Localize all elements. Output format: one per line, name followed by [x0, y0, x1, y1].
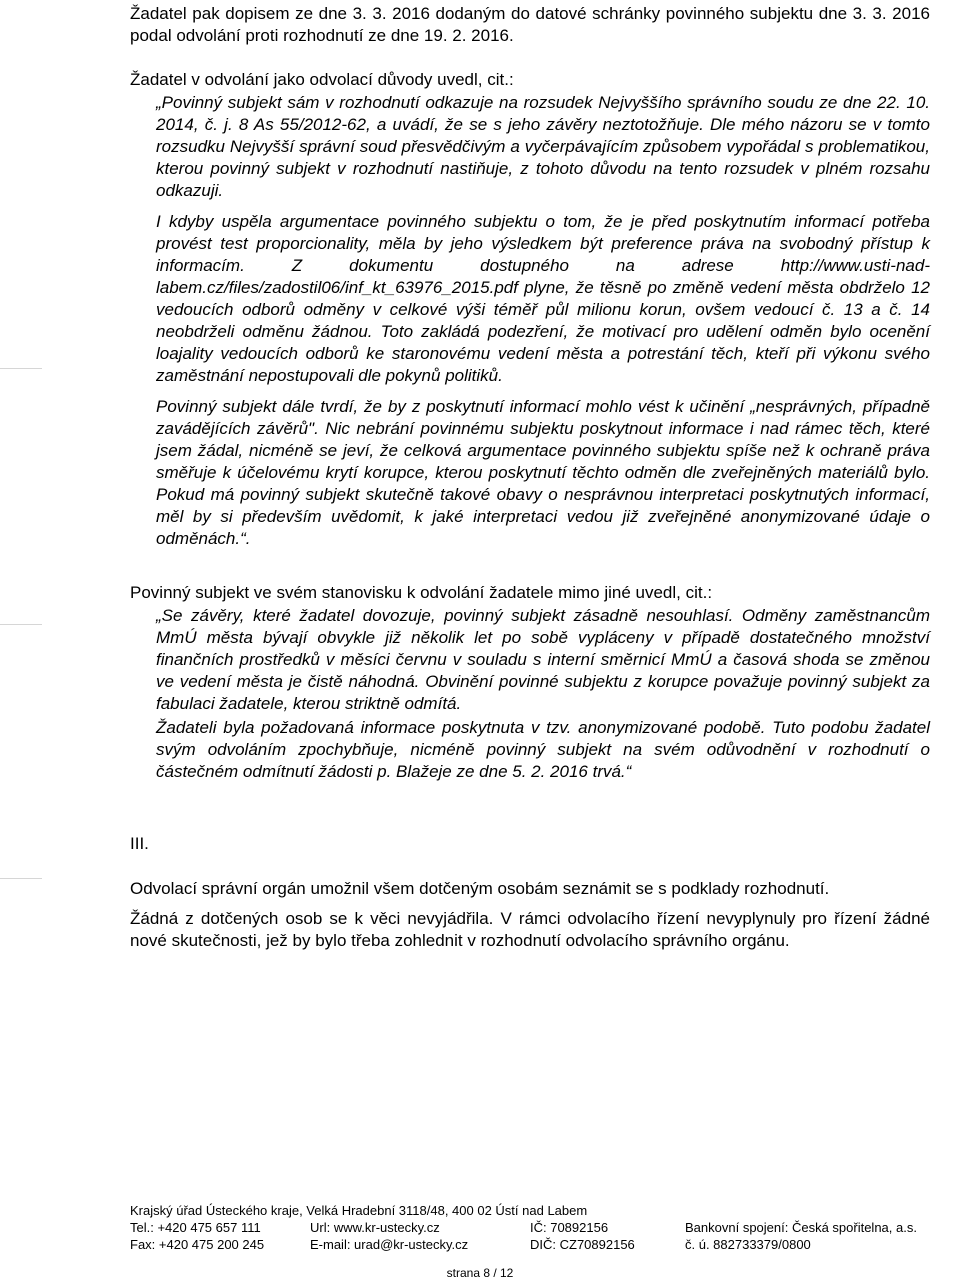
page-number: strana 8 / 12: [446, 1266, 514, 1280]
footer-organization: Krajský úřad Ústeckého kraje, Velká Hradební 3118/48, 400 02 Ústí nad Labem: [130, 1203, 588, 1218]
footer-bank: Bankovní spojení: Česká spořitelna, a.s.: [685, 1220, 917, 1235]
footer-ic: IČ: 70892156: [530, 1220, 609, 1235]
footer-phone: Tel.: +420 475 657 111: [130, 1220, 261, 1235]
footer-email: E-mail: urad@kr-ustecky.cz: [310, 1237, 469, 1252]
document-body: [130, 0, 930, 952]
statement-quote-paragraph-2: Žadateli byla požadovaná informace poskytnuta v tzv. anonymizované podobě. Tuto podobu žadatel svým odvoláním zpochybňuje, nicméně povinný subjekt na svém odůvodnění v rozhodnutí o částečném odmítnutí žádosti p. Blažeje ze dne 5. 2. 2016 trvá.“: [156, 718, 930, 781]
margin-tick-3: [0, 878, 42, 879]
paragraph-no-statements: Žádná z dotčených osob se k věci nevyjádřila. V rámci odvolacího řízení nevyplynuly pro řízení žádné nové skutečnosti, jež by bylo třeba zohlednit v rozhodnutí odvolacího správního orgánu.: [130, 909, 930, 950]
appeal-quote: [130, 92, 930, 550]
footer-fax: Fax: +420 475 200 245: [130, 1237, 265, 1252]
paragraph-statement-intro: Povinný subjekt ve svém stanovisku k odvolání žadatele mimo jiné uvedl, cit.:: [130, 583, 713, 602]
paragraph-documents-notice: Odvolací správní orgán umožnil všem dotčeným osobám seznámit se s podklady rozhodnutí.: [130, 879, 830, 898]
margin-tick-1: [0, 368, 42, 369]
paragraph-appeal-filed: Žadatel pak dopisem ze dne 3. 3. 2016 dodaným do datové schránky povinného subjektu dne 3. 3. 2016 podal odvolání proti rozhodnutí ze dne 19. 2. 2016.: [130, 4, 930, 45]
margin-tick-2: [0, 624, 42, 625]
footer-account: č. ú. 882733379/0800: [685, 1237, 811, 1252]
statement-quote: [130, 605, 930, 783]
footer: [130, 1202, 950, 1253]
footer-url: Url: www.kr-ustecky.cz: [310, 1220, 440, 1235]
footer-dic: DIČ: CZ70892156: [530, 1237, 635, 1252]
appeal-quote-paragraph-3: Povinný subjekt dále tvrdí, že by z poskytnutí informací mohlo vést k učinění „nesprávných, případně zavádějících závěrů". Nic nebrání povinnému subjektu poskytnout informace i nad rámec těch, které jsem žádal, nicméně se jeví, že celková argumentace povinného subjektu spíše než k ochraně práva směřuje k účelovému krytí korupce, kterou poskytnutí těchto odměn dle zveřejněných materiálů bylo. Pokud má povinný subjekt skutečně takové obavy o nesprávnou interpretaci poskytnutých informací, měl by si především uvědomit, k jaké interpretaci vedou již zveřejněné anonymizované údaje o odměnách.“.: [156, 397, 930, 548]
statement-quote-paragraph-1: „Se závěry, které žadatel dovozuje, povinný subjekt zásadně nesouhlasí. Odměny zaměstnancům MmÚ města bývají obvykle již několik let po sobě vypláceny v případě dostatečného množství finančních prostředků v měsíci červnu v souladu s interní směrnicí MmÚ a časová shoda se změnou ve vedení města je čistě náhodná. Obvinění povinné subjektu z korupce považuje povinný subjekt za fabulaci žadatele, kterou striktně odmítá.: [156, 606, 930, 713]
appeal-quote-paragraph-1: „Povinný subjekt sám v rozhodnutí odkazuje na rozsudek Nejvyššího správního soudu ze dne 22. 10. 2014, č. j. 8 As 55/2012-62, a uvádí, že se s jeho závěry neztotožňuje. Dle mého názoru se v tomto rozsudku Nejvyšší správní soud přesvědčivým a vyčerpávajícím způsobem vypořádal s problematikou, kterou povinný subjekt v rozhodnutí nastiňuje, z tohoto důvodu na tento rozsudek v plném rozsahu odkazuji.: [156, 93, 930, 200]
paragraph-appeal-grounds-intro: Žadatel v odvolání jako odvolací důvody uvedl, cit.:: [130, 70, 514, 89]
appeal-quote-paragraph-2: I kdyby uspěla argumentace povinného subjektu o tom, že je před poskytnutím informací potřeba provést test proporcionality, měla by jeho výsledkem být preference práva na svobodný přístup k informacím. Z dokumentu dostupného na adrese http://www.usti-nad-labem.cz/files/zadostil06/inf_kt_63976_2015.pdf plyne, že těsně po změně vedení města obdrželo 12 vedoucích odborů odměny v celkové výši téměř půl milionu korun, ovšem vedoucí č. 13 a č. 14 neobdrželi odměnu žádnou. Toto zakládá podezření, že motivací pro udělení odměn bylo ocenění loajality vedoucích odborů ke staronovému vedení města a potrestání těch, kteří při výkonu svého zaměstnání nepostupovali dle pokynů politiků.: [156, 212, 930, 385]
section-number: III.: [130, 834, 149, 853]
